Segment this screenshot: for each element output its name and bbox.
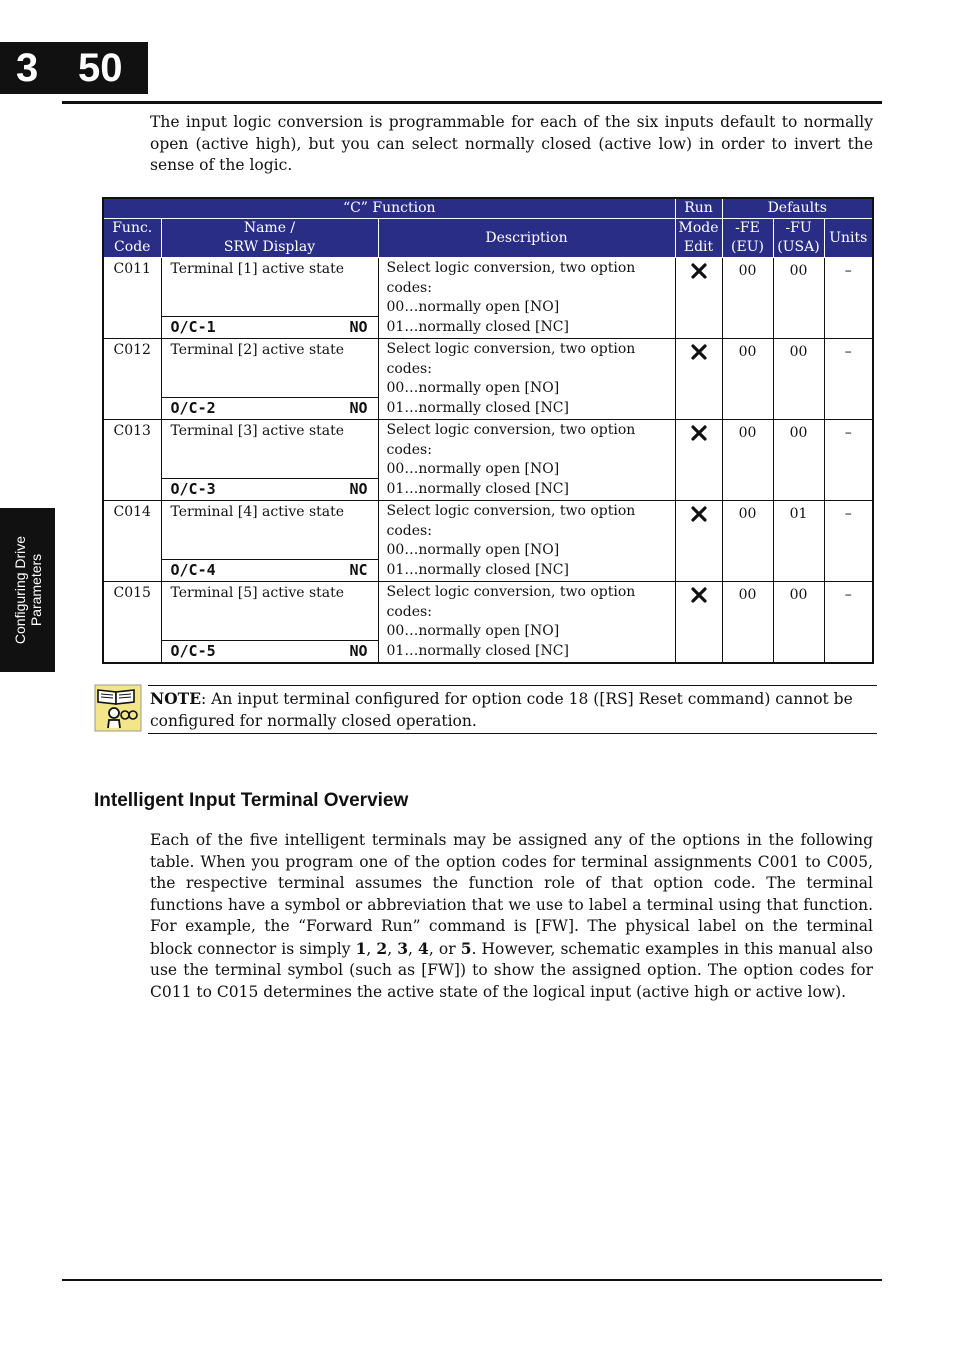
param-description: Select logic conversion, two option codes: 00…normally open [NO] 01…normally closed [NC]: [378, 258, 675, 339]
default-fe: 00: [722, 258, 773, 339]
srw-display: O/C-5 NO: [161, 641, 378, 664]
run-mode-edit-cell: [675, 582, 722, 664]
default-fe: 00: [722, 339, 773, 420]
units: –: [824, 258, 873, 339]
srw-display: O/C-1 NO: [161, 317, 378, 339]
table-row: [103, 582, 873, 641]
units: –: [824, 420, 873, 501]
srw-display: O/C-2 NO: [161, 398, 378, 420]
func-code: C012: [103, 339, 161, 420]
note-body: : An input terminal configured for option code 18 ([RS] Reset command) cannot be configured for normally closed operation.: [150, 690, 853, 730]
section-heading: Intelligent Input Terminal Overview: [94, 790, 409, 811]
note-label: NOTE: [150, 689, 202, 708]
x-mark-icon: [690, 505, 708, 530]
func-code: C015: [103, 582, 161, 664]
default-fe: 00: [722, 420, 773, 501]
note-top-rule: [148, 685, 877, 686]
default-fe: 00: [722, 501, 773, 582]
run-mode-edit-cell: [675, 339, 722, 420]
func-code: C013: [103, 420, 161, 501]
table-row: [103, 501, 873, 560]
note-bottom-rule: [148, 733, 877, 734]
chapter-number: 3: [16, 46, 39, 90]
side-section-tab: [0, 508, 55, 672]
chapter-page-tab: [0, 42, 148, 94]
srw-display: O/C-3 NO: [161, 479, 378, 501]
func-code: C011: [103, 258, 161, 339]
col-units: Units: [824, 219, 873, 258]
x-mark-icon: [690, 424, 708, 449]
run-mode-edit-cell: [675, 258, 722, 339]
units: –: [824, 501, 873, 582]
terminal-label-1: 1: [355, 938, 367, 958]
terminal-label-5: 5: [460, 938, 472, 958]
col-description: Description: [378, 219, 675, 258]
terminal-label-2: 2: [376, 938, 388, 958]
table-row: [103, 420, 873, 479]
default-fu: 00: [773, 582, 824, 664]
table-row: [103, 258, 873, 317]
defaults-header: Defaults: [722, 198, 873, 219]
run-mode-edit-cell: [675, 501, 722, 582]
srw-display: O/C-4 NC: [161, 560, 378, 582]
note-text: [150, 688, 873, 732]
c-function-table: [102, 197, 874, 664]
body-paragraph: Each of the five intelligent terminals may be assigned any of the options in the following table. When you program one of the option codes for terminal assignments C001 to C005, the respective terminal assumes the function role of that option code. The terminal functions have a symbol or abbreviation that we use to label a terminal using that function. For example, the “Forward Run” command is [FW]. The physical label on the terminal block connector is simply 1, 2, 3, 4, or 5. However, schematic examples in this manual also use the terminal symbol (such as [FW]) to show the assigned option. The option codes for C011 to C015 determines the active state of the logical input (active high or active low).: [150, 831, 874, 1001]
col-name: Name / SRW Display: [161, 219, 378, 258]
terminal-label-4: 4: [418, 938, 429, 958]
default-fu: 00: [773, 339, 824, 420]
default-fu: 01: [773, 501, 824, 582]
default-fu: 00: [773, 420, 824, 501]
col-fu-usa: -FU (USA): [773, 219, 824, 258]
run-mode-edit-cell: [675, 420, 722, 501]
param-description: Select logic conversion, two option codes: 00…normally open [NO] 01…normally closed [NC]: [378, 582, 675, 664]
col-run-mode-edit: Mode Edit: [675, 219, 722, 258]
bottom-rule: [62, 1279, 882, 1281]
side-tab-text: [12, 536, 44, 644]
side-tab-line1: Configuring Drive: [12, 535, 28, 645]
terminal-label-3: 3: [397, 938, 409, 958]
units: –: [824, 582, 873, 664]
param-name: Terminal [4] active state: [161, 501, 378, 560]
side-tab-line2: Parameters: [28, 553, 44, 627]
page-number: 50: [78, 46, 123, 90]
run-header: Run: [675, 198, 722, 219]
group-header: “C” Function: [103, 198, 675, 219]
x-mark-icon: [690, 343, 708, 368]
param-name: Terminal [3] active state: [161, 420, 378, 479]
units: –: [824, 339, 873, 420]
param-description: Select logic conversion, two option codes: 00…normally open [NO] 01…normally closed [NC]: [378, 420, 675, 501]
param-name: Terminal [5] active state: [161, 582, 378, 641]
col-func-code: Func. Code: [103, 219, 161, 258]
table-row: [103, 339, 873, 398]
top-rule: [62, 101, 882, 104]
default-fu: 00: [773, 258, 824, 339]
col-fe-eu: -FE (EU): [722, 219, 773, 258]
intro-paragraph: The input logic conversion is programmable for each of the six inputs default to normally open (active high), but you can select normally closed (active low) in order to invert the sense of the logic.: [150, 113, 873, 174]
x-mark-icon: [690, 586, 708, 611]
note-book-icon: [94, 684, 142, 732]
param-name: Terminal [1] active state: [161, 258, 378, 317]
param-description: Select logic conversion, two option codes: 00…normally open [NO] 01…normally closed [NC]: [378, 501, 675, 582]
default-fe: 00: [722, 582, 773, 664]
param-name: Terminal [2] active state: [161, 339, 378, 398]
param-description: Select logic conversion, two option codes: 00…normally open [NO] 01…normally closed [NC]: [378, 339, 675, 420]
func-code: C014: [103, 501, 161, 582]
x-mark-icon: [690, 262, 708, 287]
